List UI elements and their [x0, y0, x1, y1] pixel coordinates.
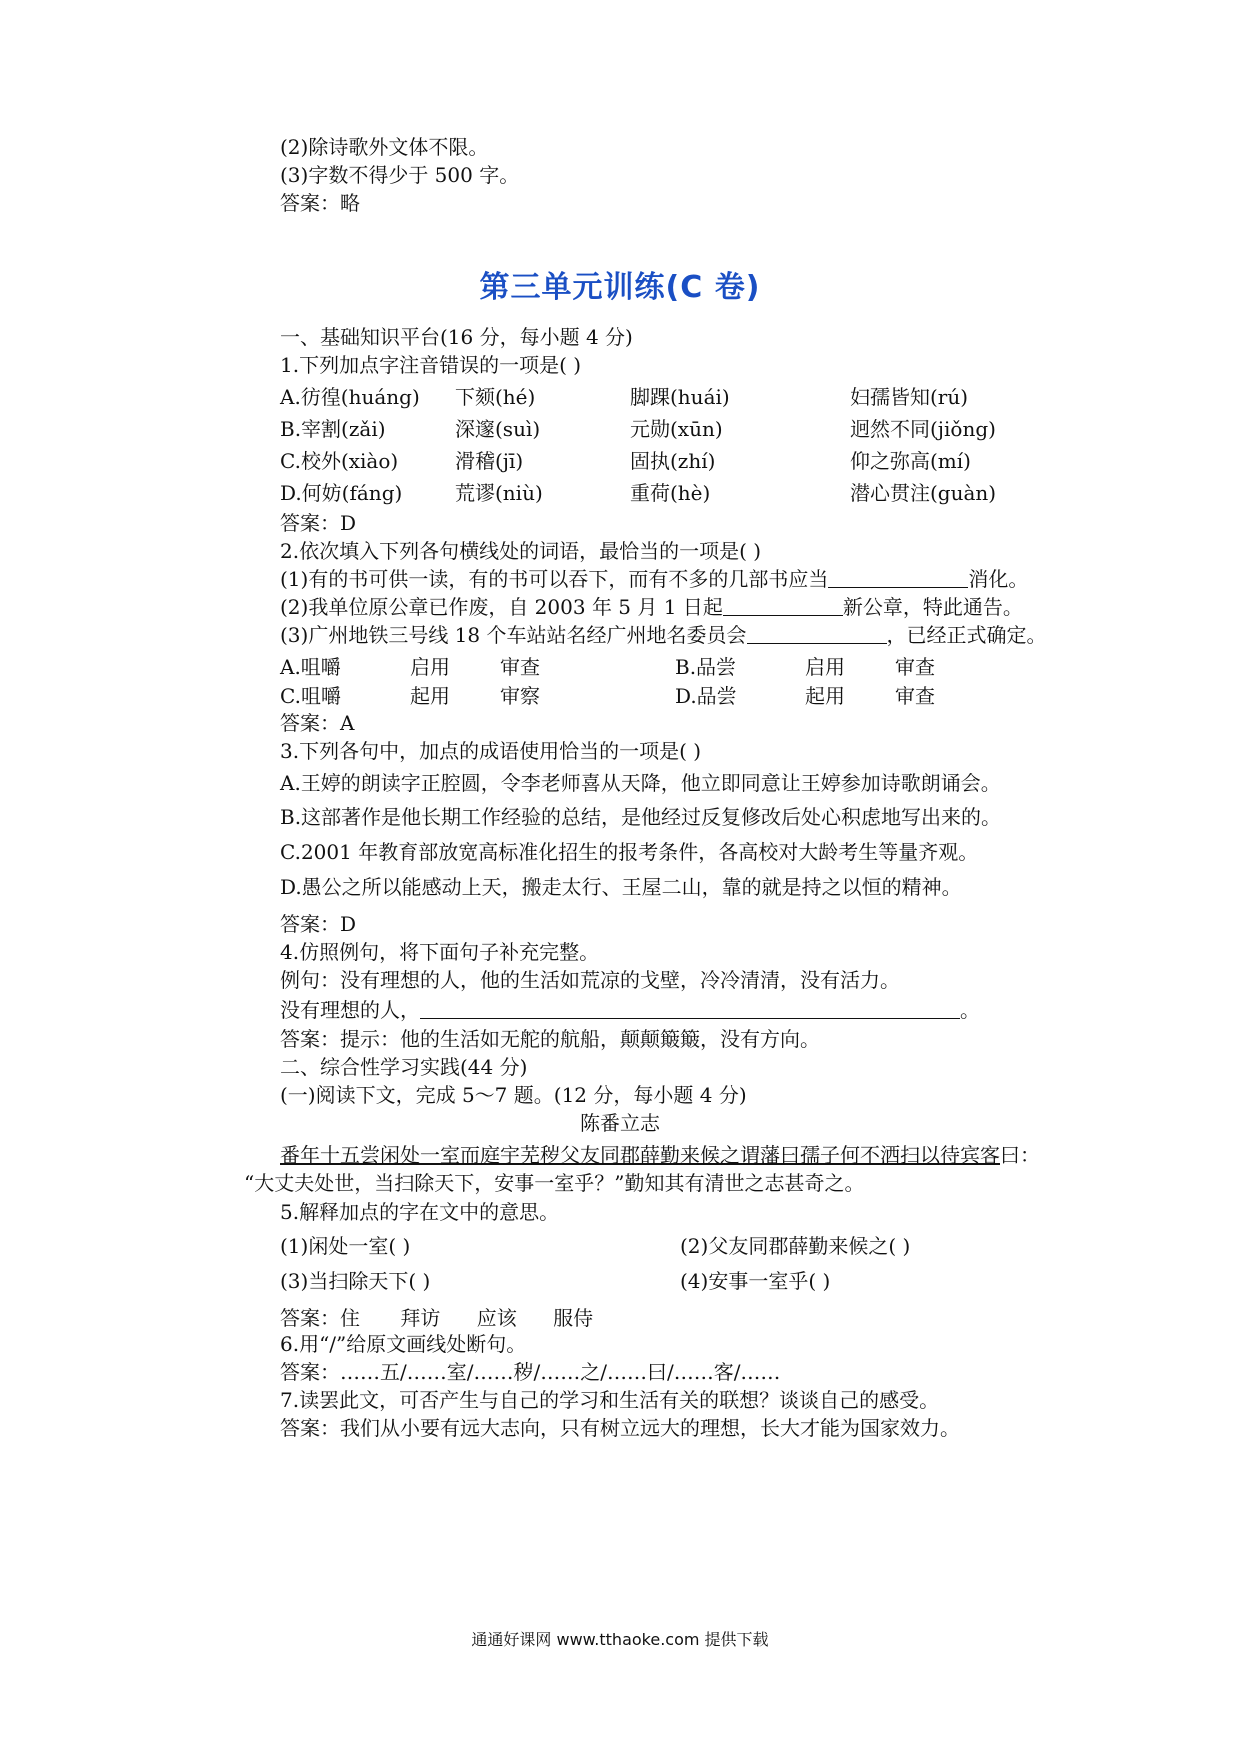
- fill-blank: [747, 623, 887, 644]
- answer-5: [280, 1302, 593, 1332]
- question-4: 4.仿照例句，将下面句子补充完整。: [280, 940, 600, 964]
- q4-fill-line: [280, 996, 980, 1024]
- section-2-sub: (一)阅读下文，完成 5～7 题。(12 分，每小题 4 分): [280, 1083, 747, 1107]
- q2-option: 启用: [410, 655, 450, 679]
- q5-item-1: (1)闲处一室( ): [280, 1234, 411, 1258]
- q2-option: 启用: [805, 655, 845, 679]
- q1-option: C.校外(xiào): [280, 449, 399, 473]
- q1-option: 潜心贯注(guàn): [850, 481, 997, 505]
- q1-option: 妇孺皆知(rú): [850, 385, 969, 409]
- answer-5-word: 服侍: [553, 1306, 594, 1330]
- q1-option-row: [280, 445, 1020, 475]
- q2-s3-text: (3)广州地铁三号线 18 个车站站名经广州地名委员会: [280, 623, 747, 647]
- q1-option: 元勋(xūn): [630, 417, 723, 441]
- q2-s3-end: ，已经正式确定。: [886, 623, 1047, 647]
- q2-option: D.品尝: [675, 684, 737, 708]
- passage-line-1-end: 曰：: [1000, 1143, 1040, 1167]
- passage-underlined: 番年十五尝闲处一室而庭宇芜秽父友同郡薛勤来候之谓藩曰孺子何不洒扫以待宾客: [280, 1143, 1000, 1167]
- q1-option: B.宰割(zǎi): [280, 417, 386, 441]
- q2-s2-end: 新公章，特此通告。: [842, 595, 1023, 619]
- q1-option-row: [280, 477, 1020, 507]
- answer-7: 答案：我们从小要有远大志向，只有树立远大的理想，长大才能为国家效力。: [280, 1416, 960, 1440]
- answer-5-word: 应该: [476, 1306, 517, 1330]
- q3-option-b: B.这部著作是他长期工作经验的总结，是他经过反复修改后处心积虑地写出来的。: [280, 805, 1002, 829]
- q2-option: 起用: [805, 684, 845, 708]
- q2-s1-text: (1)有的书可供一读，有的书可以吞下，而有不多的几部书应当: [280, 567, 829, 591]
- q1-option-row: [280, 381, 1020, 411]
- passage-line-2: “大丈夫处世，当扫除天下，安事一室乎？”勤知其有清世之志甚奇之。: [244, 1171, 865, 1195]
- page-footer: 通通好课网 www.tthaoke.com 提供下载: [471, 1630, 769, 1649]
- page-title: 第三单元训练(C 卷): [479, 270, 761, 305]
- q5-item-2: (2)父友同郡薛勤来候之( ): [680, 1234, 911, 1258]
- question-5: 5.解释加点的字在文中的意思。: [280, 1200, 560, 1224]
- answer-5-word: 拜访: [400, 1306, 441, 1330]
- q2-option: A.咀嚼: [280, 655, 341, 679]
- q2-s1-end: 消化。: [968, 567, 1029, 591]
- section-2-heading: 二、综合性学习实践(44 分): [280, 1055, 528, 1079]
- q1-option: D.何妨(fáng): [280, 481, 403, 505]
- answer-6: 答案：……五/……室/……秽/……之/……曰/……客/……: [280, 1360, 781, 1384]
- section-1-heading: 一、基础知识平台(16 分，每小题 4 分): [280, 325, 633, 349]
- answer-3: 答案：D: [280, 912, 357, 936]
- q1-option-row: [280, 413, 1020, 443]
- passage-line-1: [280, 1141, 1112, 1169]
- q1-option: 荒谬(niù): [455, 481, 543, 505]
- q3-option-d: D.愚公之所以能感动上天，搬走太行、王屋二山，靠的就是持之以恒的精神。: [280, 875, 962, 899]
- q5-item-4: (4)安事一室乎( ): [680, 1269, 831, 1293]
- fill-blank: [723, 595, 843, 616]
- question-1: 1.下列加点字注音错误的一项是( ): [280, 353, 582, 377]
- q4-fill-prefix: 没有理想的人，: [280, 998, 420, 1022]
- q1-option: 固执(zhí): [630, 449, 716, 473]
- answer-4: 答案：提示：他的生活如无舵的航船，颠颠簸簸，没有方向。: [280, 1027, 820, 1051]
- q1-option: 滑稽(jī): [455, 449, 524, 473]
- q4-fill-end: 。: [960, 998, 980, 1022]
- answer-2: 答案：A: [280, 711, 355, 735]
- question-7: 7.读罢此文，可否产生与自己的学习和生活有关的联想？谈谈自己的感受。: [280, 1388, 940, 1412]
- passage-title: 陈番立志: [580, 1111, 660, 1135]
- q2-option: 审查: [895, 655, 935, 679]
- q2-option: C.咀嚼: [280, 684, 341, 708]
- q2-option: B.品尝: [675, 655, 737, 679]
- q2-option-row: [280, 651, 1020, 681]
- fill-blank: [828, 567, 968, 588]
- answer-1: 答案：D: [280, 511, 357, 535]
- q1-option: 脚踝(huái): [630, 385, 730, 409]
- q2-sentence-3: [280, 621, 1047, 649]
- question-3: 3.下列各句中，加点的成语使用恰当的一项是( ): [280, 739, 702, 763]
- q1-option: 仰之弥高(mí): [850, 449, 971, 473]
- question-6: 6.用“/”给原文画线处断句。: [280, 1332, 527, 1356]
- q2-option: 审查: [500, 655, 540, 679]
- q2-option: 审查: [895, 684, 935, 708]
- q1-option: 下颏(hé): [455, 385, 536, 409]
- req-line-3: (3)字数不得少于 500 字。: [280, 163, 520, 187]
- q2-option-row: [280, 680, 1020, 710]
- q3-option-c: C.2001 年教育部放宽高标准化招生的报考条件，各高校对大龄考生等量齐观。: [280, 840, 979, 864]
- answer-prev: 答案：略: [280, 191, 360, 215]
- q1-option: 深邃(suì): [455, 417, 541, 441]
- req-line-2: (2)除诗歌外文体不限。: [280, 135, 489, 159]
- question-2: 2.依次填入下列各句横线处的词语，最恰当的一项是( ): [280, 539, 762, 563]
- q3-option-a: A.王婷的朗读字正腔圆，令李老师喜从天降，他立即同意让王婷参加诗歌朗诵会。: [280, 771, 1001, 795]
- fill-blank: [420, 998, 960, 1019]
- q2-option: 起用: [410, 684, 450, 708]
- q2-s2-text: (2)我单位原公章已作废，自 2003 年 5 月 1 日起: [280, 595, 723, 619]
- q1-option: 重荷(hè): [630, 481, 711, 505]
- q2-sentence-1: [280, 565, 1028, 593]
- answer-5-word: 答案：住: [280, 1306, 360, 1330]
- q1-option: A.彷徨(huáng): [280, 385, 420, 409]
- q5-item-3: (3)当扫除天下( ): [280, 1269, 431, 1293]
- q2-option: 审察: [500, 684, 540, 708]
- q2-sentence-2: [280, 593, 1023, 621]
- q1-option: 迥然不同(jiǒng): [850, 417, 996, 441]
- q4-example: 例句：没有理想的人，他的生活如荒凉的戈壁，冷冷清清，没有活力。: [280, 968, 900, 992]
